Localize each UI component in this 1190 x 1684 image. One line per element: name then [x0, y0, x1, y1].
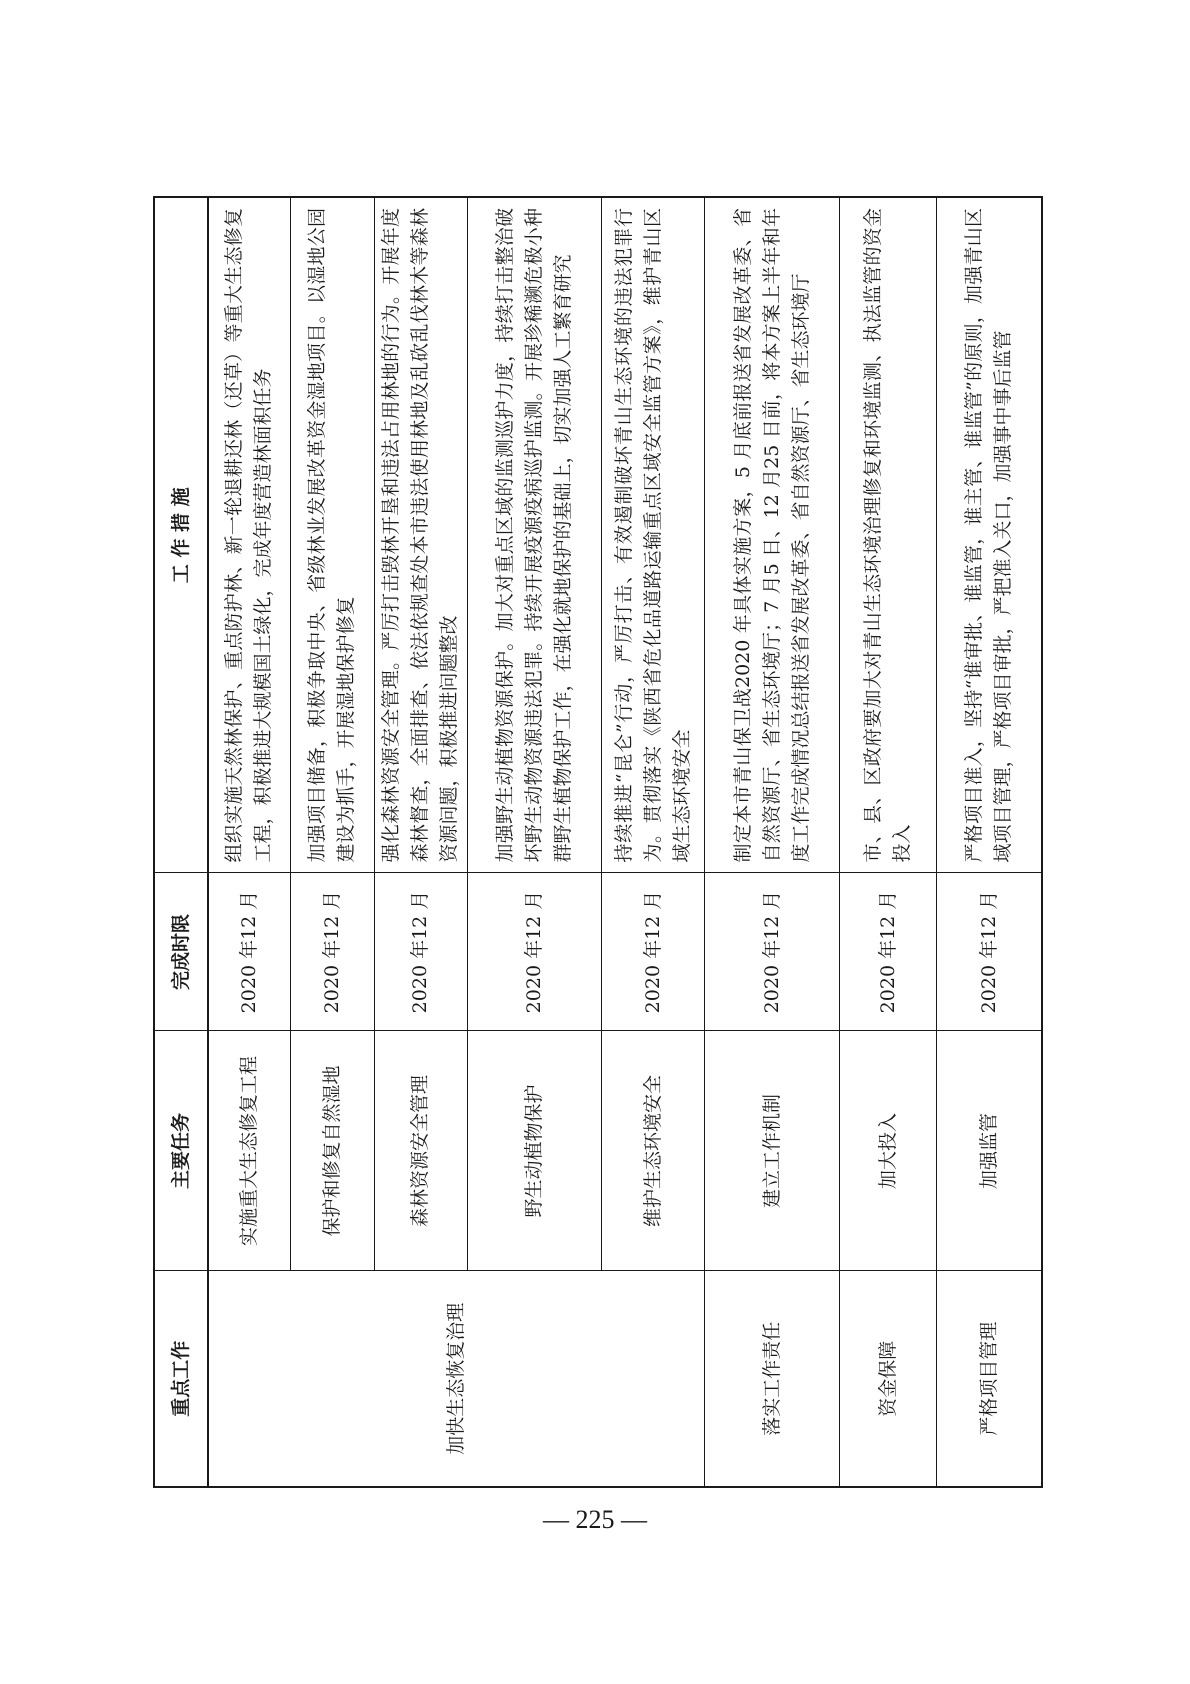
measure-cell: 组织实施天然林保护、重点防护林、新一轮退耕还林（还草）等重大生态修复工程，积极推进大规模国土绿化，完成年度营造林面积任务 [208, 197, 290, 873]
key-work-cell: 加快生态恢复治理 [208, 1271, 705, 1487]
table-row [705, 197, 840, 1487]
table-row [937, 197, 1042, 1487]
header-key-work: 重点工作 [154, 1271, 208, 1487]
header-measures: 工 作 措 施 [154, 197, 208, 873]
table-row [840, 197, 937, 1487]
table-row [208, 197, 290, 1487]
deadline-cell: 2020 年12 月 [705, 873, 840, 1031]
main-task-cell: 野生动植物保护 [467, 1031, 602, 1271]
main-task-cell: 加强监管 [937, 1031, 1042, 1271]
deadline-cell: 2020 年12 月 [840, 873, 937, 1031]
rotated-page-content [153, 198, 1043, 1488]
measure-cell: 制定本市青山保卫战2020 年具体实施方案，5 月底前报送省发展改革委、省自然资源厅、省生态环境厅；7 月5 日、12 月25 日前，将本方案上半年和年度工作完成情况总结报送省发展改革委、省自然资源厅、省生态环境厅 [705, 197, 840, 873]
measure-cell: 加强野生动植物资源保护。加大对重点区域的监测巡护力度，持续打击整治破坏野生动物资源违法犯罪。持续开展疫源疫病巡护监测。开展珍稀濒危极小种群野生植物保护工作，在强化就地保护的基础上，切实加强人工繁育研究 [467, 197, 602, 873]
page-number: — 225 — [543, 1505, 647, 1534]
main-task-cell: 实施重大生态修复工程 [208, 1031, 290, 1271]
key-work-cell: 资金保障 [840, 1271, 937, 1487]
main-task-cell: 建立工作机制 [705, 1031, 840, 1271]
main-task-cell: 维护生态环境安全 [602, 1031, 705, 1271]
deadline-cell: 2020 年12 月 [208, 873, 290, 1031]
deadline-cell: 2020 年12 月 [290, 873, 374, 1031]
key-work-cell: 落实工作责任 [705, 1271, 840, 1487]
main-task-cell: 保护和修复自然湿地 [290, 1031, 374, 1271]
measure-cell: 市、县、区政府要加大对青山生态环境治理修复和环境监测、执法监管的资金投入 [840, 197, 937, 873]
deadline-cell: 2020 年12 月 [374, 873, 467, 1031]
work-plan-table [153, 196, 1043, 1488]
measure-cell: 加强项目储备，积极争取中央、省级林业发展改革资金湿地项目。以湿地公园建设为抓手，开展湿地保护修复 [290, 197, 374, 873]
deadline-cell: 2020 年12 月 [467, 873, 602, 1031]
main-task-cell: 加大投入 [840, 1031, 937, 1271]
measure-cell: 严格项目准入，坚持“谁审批、谁监管，谁主管、谁监管”的原则，加强青山区域项目管理，严格项目审批，严把准入关口，加强事中事后监管 [937, 197, 1042, 873]
deadline-cell: 2020 年12 月 [602, 873, 705, 1031]
deadline-cell: 2020 年12 月 [937, 873, 1042, 1031]
measure-cell: 持续推进“昆仑”行动，严厉打击、有效遏制破坏青山生态环境的违法犯罪行为。贯彻落实《陕西省危化品道路运输重点区域安全监管方案》，维护青山区域生态环境安全 [602, 197, 705, 873]
key-work-cell: 严格项目管理 [937, 1271, 1042, 1487]
header-deadline: 完成时限 [154, 873, 208, 1031]
main-task-cell: 森林资源安全管理 [374, 1031, 467, 1271]
table-header-row [154, 197, 208, 1487]
measure-cell: 强化森林资源安全管理。严厉打击毁林开垦和违法占用林地的行为。开展年度森林督查，全面排查、依法依规查处本市违法使用林地及乱砍乱伐林木等森林资源问题，积极推进问题整改 [374, 197, 467, 873]
header-main-task: 主要任务 [154, 1031, 208, 1271]
